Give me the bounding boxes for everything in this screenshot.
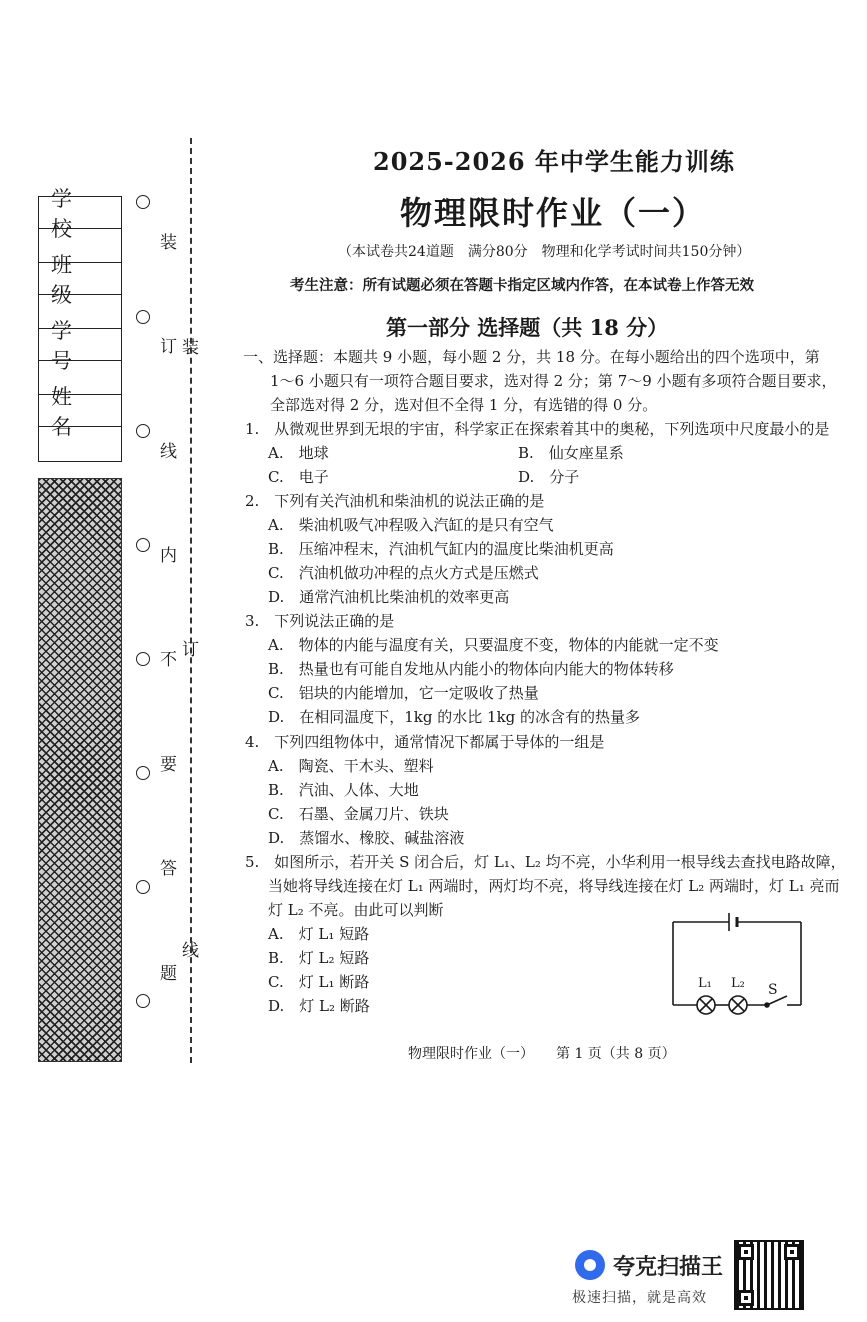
question-stem: 3. 下列说法正确的是 <box>245 612 395 630</box>
margin-warning-char: 题 <box>160 964 177 984</box>
footer-title: 物理限时作业（一） <box>408 1046 534 1062</box>
option-b: B. 压缩冲程末，汽油机气缸内的温度比柴油机更高 <box>268 540 614 558</box>
question-stem: 4. 下列四组物体中，通常情况下都属于导体的一组是 <box>245 733 605 751</box>
student-info-table <box>38 186 122 462</box>
qr-code-icon <box>734 1240 804 1310</box>
binding-hole <box>136 310 150 324</box>
cut-line-char: 装 <box>182 331 199 360</box>
circuit-label-l1: L₁ <box>698 976 712 991</box>
margin-warning-char: 订 <box>160 337 177 357</box>
info-label-class: 班 级 <box>39 263 121 295</box>
option-c: C. 汽油机做功冲程的点火方式是压燃式 <box>268 564 539 582</box>
question-stem: 1. 从微观世界到无垠的宇宙，科学家正在探索着其中的奥秘，下列选项中尺度最小的是 <box>245 420 830 438</box>
question-stem: 5. 如图所示，若开关 S 闭合后，灯 L₁、L₂ 均不亮，小华利用一根导线去查找电路故障， <box>245 853 846 871</box>
binding-hole <box>136 424 150 438</box>
exam-notice: 考生注意：所有试题必须在答题卡指定区域内作答，在本试卷上作答无效 <box>290 277 754 294</box>
cut-line-char: 订 <box>182 633 199 662</box>
binding-hole <box>136 880 150 894</box>
exam-subtitle: （本试卷共24道题 满分80分 物理和化学考试时间共150分钟） <box>338 244 751 260</box>
option-a: A. 地球 <box>268 444 329 462</box>
option-c: C. 电子 <box>268 468 329 486</box>
info-label-name: 姓 名 <box>39 395 121 427</box>
option-c: C. 石墨、金属刀片、铁块 <box>268 805 449 823</box>
circuit-label-s: S <box>768 982 778 998</box>
circuit-diagram <box>665 910 810 1020</box>
option-a: A. 柴油机吸气冲程吸入汽缸的是只有空气 <box>268 516 554 534</box>
watermark-app-name: 夸克扫描王 <box>613 1255 724 1280</box>
option-b: B. 热量也有可能自发地从内能小的物体向内能大的物体转移 <box>268 660 674 678</box>
option-a: A. 灯 L₁ 短路 <box>268 925 370 943</box>
option-d: D. 分子 <box>518 468 580 486</box>
option-a: A. 陶瓷、干木头、塑料 <box>268 757 434 775</box>
cut-line-char: 线 <box>182 934 199 963</box>
section-intro-line: 1～6 小题只有一项符合题目要求，选对得 2 分；第 7～9 小题有多项符合题目要求， <box>270 372 837 390</box>
option-d: D. 在相同温度下，1kg 的水比 1kg 的冰含有的热量多 <box>268 708 641 726</box>
quark-scanner-logo-icon <box>575 1250 605 1280</box>
option-b: B. 仙女座星系 <box>518 444 624 462</box>
info-label-number: 学 号 <box>39 329 121 361</box>
option-d: D. 通常汽油机比柴油机的效率更高 <box>268 588 510 606</box>
section-intro-line: 全部选对得 2 分，选对但不全得 1 分，有选错的得 0 分。 <box>270 396 658 414</box>
margin-warning-char: 线 <box>160 442 177 462</box>
binding-hole <box>136 538 150 552</box>
question-stem: 灯 L₂ 不亮。由此可以判断 <box>268 901 444 919</box>
margin-warning-char: 要 <box>160 755 177 775</box>
question-stem: 2. 下列有关汽油机和柴油机的说法正确的是 <box>245 492 545 510</box>
option-d: D. 蒸馏水、橡胶、碱盐溶液 <box>268 829 465 847</box>
binding-hole <box>136 652 150 666</box>
option-d: D. 灯 L₂ 断路 <box>268 997 370 1015</box>
hatched-margin-pattern <box>38 478 122 1062</box>
option-c: C. 铝块的内能增加，它一定吸收了热量 <box>268 684 539 702</box>
circuit-label-l2: L₂ <box>731 976 745 991</box>
binding-hole <box>136 994 150 1008</box>
exam-series-title: 2025-2026 年中学生能力训练 <box>373 147 735 176</box>
margin-warning-char: 装 <box>160 233 177 253</box>
watermark-slogan: 极速扫描，就是高效 <box>572 1290 707 1306</box>
margin-warning-char: 答 <box>160 859 177 879</box>
option-a: A. 物体的内能与温度有关，只要温度不变，物体的内能就一定不变 <box>268 636 719 654</box>
margin-warning-char: 不 <box>160 650 177 670</box>
footer-page-number: 第 1 页（共 8 页） <box>556 1046 676 1062</box>
option-b: B. 灯 L₂ 短路 <box>268 949 370 967</box>
section-intro-line: 一、选择题：本题共 9 小题，每小题 2 分，共 18 分。在每小题给出的四个选项中，第 <box>243 348 820 366</box>
option-b: B. 汽油、人体、大地 <box>268 781 419 799</box>
binding-hole <box>136 195 150 209</box>
info-label-school: 学 校 <box>39 197 121 229</box>
question-stem: 当她将导线连接在灯 L₁ 两端时，两灯均不亮，将导线连接在灯 L₂ 两端时，灯 L₁ 亮而 <box>268 877 840 895</box>
binding-hole <box>136 766 150 780</box>
cut-dashed-line <box>190 138 192 1063</box>
part-title: 第一部分 选择题（共 18 分） <box>386 315 669 340</box>
option-c: C. 灯 L₁ 断路 <box>268 973 370 991</box>
margin-warning-char: 内 <box>160 546 177 566</box>
exam-title: 物理限时作业（一） <box>400 194 707 232</box>
